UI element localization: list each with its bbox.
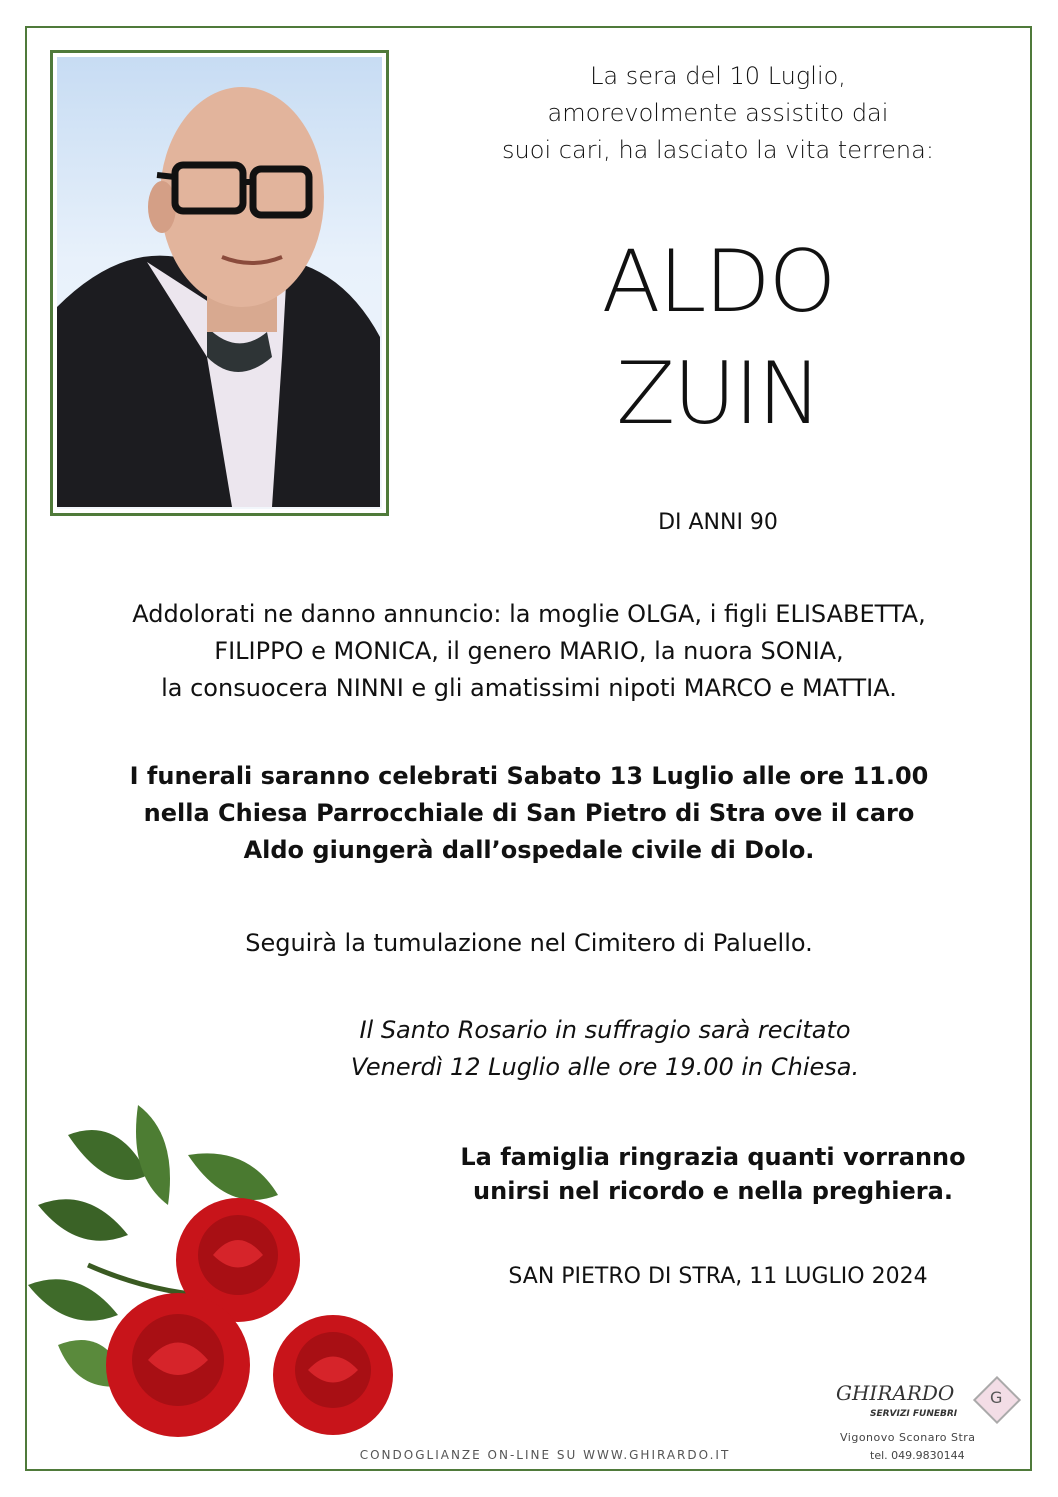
intro-text bbox=[440, 58, 996, 169]
deceased-first-name: ALDO bbox=[601, 232, 835, 332]
logo-subtitle: SERVIZI FUNEBRI bbox=[870, 1409, 958, 1419]
funeral-line: Aldo giungerà dall’ospedale civile di Dolo. bbox=[243, 836, 815, 864]
burial-text: Seguirà la tumulazione nel Cimitero di Paluello. bbox=[245, 929, 813, 957]
portrait-frame bbox=[50, 50, 389, 516]
condolences-website: CONDOGLIANZE ON-LINE SU WWW.GHIRARDO.IT bbox=[359, 1448, 731, 1462]
thanks-line: unirsi nel ricordo e nella preghiera. bbox=[473, 1177, 953, 1205]
place-and-date: SAN PIETRO DI STRA, 11 LUGLIO 2024 bbox=[508, 1264, 928, 1289]
announcement-line: FILIPPO e MONICA, il genero MARIO, la nuora SONIA, bbox=[214, 637, 844, 665]
intro-line: amorevolmente assistito dai bbox=[547, 99, 889, 127]
funeral-line: I funerali saranno celebrati Sabato 13 Luglio alle ore 11.00 bbox=[129, 762, 929, 790]
portrait-illustration bbox=[57, 57, 380, 507]
roses-image bbox=[28, 1095, 418, 1465]
announcement-line: la consuocera NINNI e gli amatissimi nipoti MARCO e MATTIA. bbox=[161, 674, 897, 702]
portrait-photo bbox=[57, 57, 382, 509]
family-announcement bbox=[60, 596, 998, 707]
roses-illustration bbox=[28, 1095, 418, 1465]
logo-brand-name: GHIRARDO bbox=[836, 1381, 955, 1405]
announcement-line: Addolorati ne danno annuncio: la moglie OLGA, i figli ELISABETTA, bbox=[132, 600, 926, 628]
logo-towns: Vigonovo Sconaro Stra bbox=[840, 1431, 976, 1444]
logo-phone: tel. 049.9830144 bbox=[870, 1449, 965, 1462]
intro-line: La sera del 10 Luglio, bbox=[590, 62, 846, 90]
rosary-text bbox=[300, 1012, 910, 1086]
funeral-line: nella Chiesa Parrocchiale di San Pietro di Stra ove il caro bbox=[143, 799, 915, 827]
thanks-line: La famiglia ringrazia quanti vorranno bbox=[460, 1143, 966, 1171]
thanks-text bbox=[420, 1140, 1006, 1208]
intro-line: suoi cari, ha lasciato la vita terrena: bbox=[502, 136, 934, 164]
rosary-line: Il Santo Rosario in suffragio sarà recitato bbox=[359, 1016, 851, 1044]
deceased-age: DI ANNI 90 bbox=[658, 510, 778, 535]
rosary-line: Venerdì 12 Luglio alle ore 19.00 in Chiesa. bbox=[350, 1053, 860, 1081]
logo-mark-letter: G bbox=[990, 1388, 1003, 1407]
funeral-details bbox=[60, 758, 998, 869]
deceased-last-name: ZUIN bbox=[616, 344, 820, 444]
funeral-home-logo bbox=[830, 1375, 1030, 1470]
